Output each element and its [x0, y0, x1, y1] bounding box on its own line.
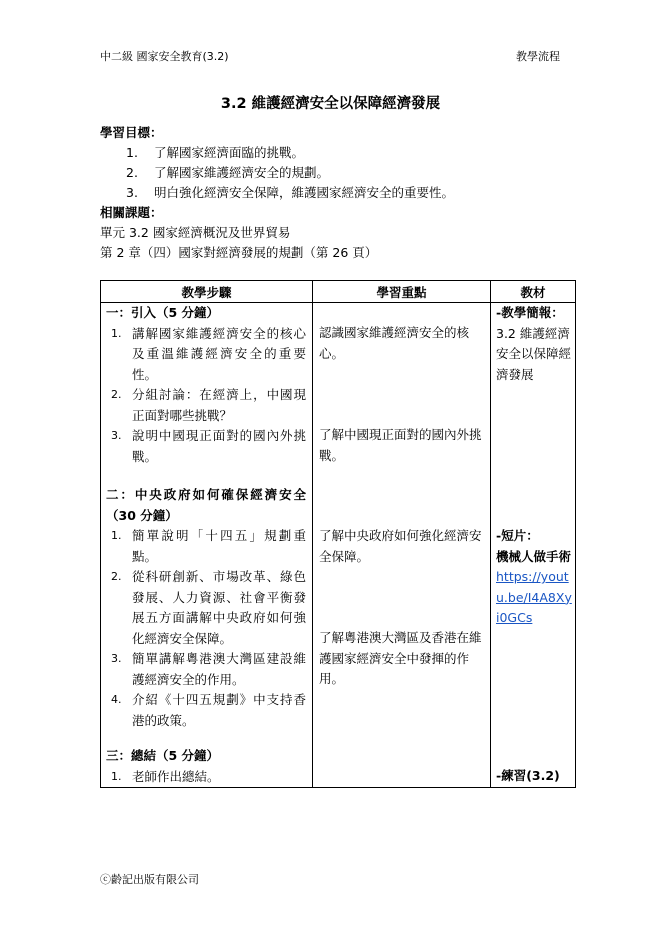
page-footer: ⓒ齡記出版有限公司 — [100, 873, 199, 886]
material-exercise: -練習(3.2) — [496, 768, 560, 783]
video-title: 機械人做手術 — [496, 548, 572, 564]
page-header — [100, 48, 560, 64]
related-chapter: 第 2 章（四）國家對經濟發展的規劃（第 26 頁） — [100, 245, 378, 260]
list-item: 2. 分組討論：在經濟上，中國現正面對哪些挑戰？ — [111, 387, 306, 423]
list-item: 3. 簡單講解粵港澳大灣區建設維護經濟安全的作用。 — [111, 651, 306, 687]
focus-item: 了解中央政府如何強化經濟安全保障。 — [319, 528, 482, 564]
table-row — [101, 303, 576, 788]
header-course: 中二級 國家安全教育(3.2) — [100, 50, 229, 63]
focus-item: 了解中國現正面對的國內外挑戰。 — [319, 427, 482, 463]
list-item: 1. 簡單說明「十四五」規劃重點。 — [111, 528, 306, 564]
objectives-heading: 學習目標： — [100, 125, 163, 140]
list-item: 3. 說明中國現正面對的國內外挑戰。 — [111, 428, 306, 464]
objectives-list — [100, 143, 580, 203]
video-label: -短片： — [496, 528, 539, 543]
list-item: 2. 從科研創新、市場改革、綠色發展、人力資源、社會平衡發展五方面講解中央政府如何強化經濟安全保障。 — [111, 569, 306, 646]
list-item: 1. 老師作出總結。 — [111, 768, 220, 784]
lesson-plan-table — [100, 280, 576, 788]
list-item: 1. 了解國家經濟面臨的挑戰。 — [126, 145, 305, 160]
document-title: 3.2 維護經濟安全以保障經濟發展 — [220, 96, 441, 112]
header-learning-focus: 學習重點 — [313, 281, 491, 303]
list-item: 3. 明白強化經濟安全保障，維護國家經濟安全的重要性。 — [126, 185, 455, 200]
stage-central-government — [106, 485, 306, 731]
stage-title: 三：總結（5 分鐘） — [106, 748, 220, 763]
stage-title: 一：引入（5 分鐘） — [106, 305, 220, 320]
header-materials: 教材 — [491, 281, 576, 303]
focus-item: 認識國家維護經濟安全的核心。 — [319, 325, 470, 361]
table-header-row — [101, 281, 576, 303]
list-item: 4. 介紹《十四五規劃》中支持香港的政策。 — [111, 692, 306, 728]
learning-objectives — [100, 123, 580, 263]
list-item: 1. 講解國家維護經濟安全的核心及重溫維護經濟安全的重要性。 — [111, 325, 306, 382]
list-item: 2. 了解國家維護經濟安全的規劃。 — [126, 165, 330, 180]
learning-focus-cell — [313, 303, 491, 788]
stage-intro — [106, 303, 306, 467]
related-heading: 相關課題： — [100, 205, 163, 220]
focus-item: 了解粵港澳大灣區及香港在維護國家經濟安全中發揮的作用。 — [319, 630, 482, 686]
related-unit: 單元 3.2 國家經濟概況及世界貿易 — [100, 225, 291, 240]
teaching-steps-cell — [101, 303, 313, 788]
stage-title: 二：中央政府如何確保經濟安全（30 分鐘） — [106, 487, 306, 523]
material-video — [496, 526, 572, 629]
stage-summary — [106, 746, 306, 787]
video-link[interactable]: https://youtu.be/I4A8Xyi0GCs — [496, 569, 572, 625]
header-teaching-steps: 教學步驟 — [101, 281, 313, 303]
briefing-label: -教學簡報： — [496, 305, 564, 320]
materials-cell — [491, 303, 576, 788]
material-briefing — [496, 303, 572, 385]
briefing-title: 3.2 維護經濟安全以保障經濟發展 — [496, 325, 572, 382]
header-section: 教學流程 — [516, 50, 560, 63]
